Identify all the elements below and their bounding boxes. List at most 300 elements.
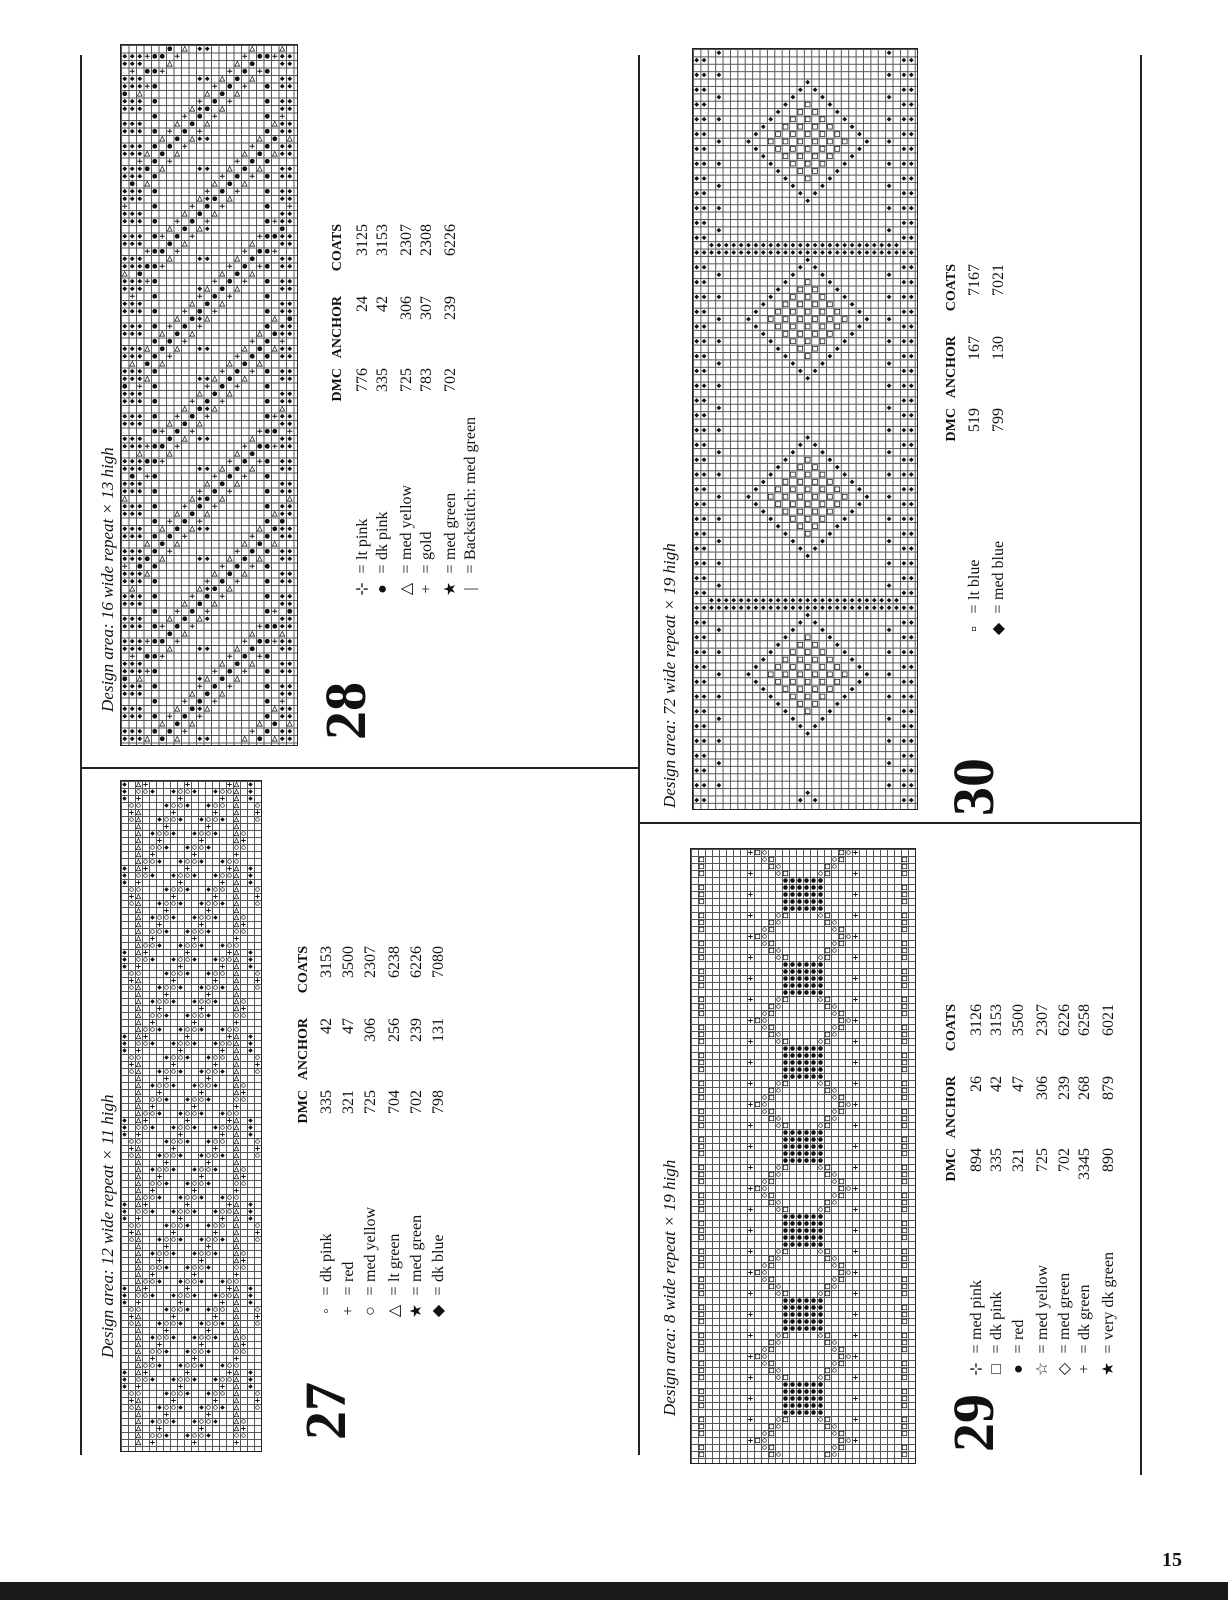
stitch-symbol <box>152 474 157 479</box>
stitch-symbol <box>798 724 803 729</box>
stitch-symbol <box>137 549 142 554</box>
stitch-symbol <box>167 421 172 426</box>
stitch-symbol <box>699 1200 703 1204</box>
stitch-symbol <box>776 346 781 351</box>
stitch-symbol <box>200 846 204 850</box>
stitch-symbol <box>813 702 818 707</box>
symbol: ● <box>1010 1364 1027 1374</box>
stitch-symbol <box>887 694 892 699</box>
stitch-symbol <box>717 739 722 744</box>
stitch-symbol <box>754 243 759 248</box>
stitch-symbol <box>287 511 292 516</box>
stitch-symbol <box>811 878 815 882</box>
stitch-symbol <box>813 87 818 92</box>
legend-row: ◆ = dk blue 798 131 7080 <box>428 946 450 1322</box>
stitch-symbol <box>212 196 217 201</box>
stitch-symbol <box>206 845 210 849</box>
stitch-symbol <box>902 354 907 359</box>
stitch-symbol <box>213 1125 217 1129</box>
stitch-symbol <box>137 556 142 561</box>
anchor-value: 130 <box>990 336 1007 360</box>
stitch-symbol <box>709 243 714 248</box>
stitch-symbol <box>820 598 825 603</box>
stitch-symbol <box>158 832 162 836</box>
stitch-symbol <box>137 256 142 261</box>
stitch-symbol <box>178 943 182 947</box>
stitch-symbol <box>122 279 127 284</box>
dmc-value: 890 <box>1100 1148 1117 1172</box>
stitch-symbol <box>190 106 195 111</box>
stitch-symbol <box>702 250 707 255</box>
stitch-symbol <box>242 361 247 366</box>
stitch-symbol <box>213 1167 217 1171</box>
stitch-symbol <box>122 1377 126 1381</box>
stitch-symbol <box>137 504 142 509</box>
stitch-symbol <box>152 714 157 719</box>
stitch-symbol <box>165 1322 169 1326</box>
stitch-symbol <box>250 549 255 554</box>
stitch-symbol <box>172 804 176 808</box>
stitch-symbol <box>280 444 285 449</box>
stitch-symbol <box>152 519 157 524</box>
dmc-header: DMC <box>944 408 959 442</box>
stitch-symbol <box>192 999 196 1003</box>
stitch-symbol <box>150 1083 154 1087</box>
stitch-symbol <box>879 605 884 610</box>
stitch-symbol <box>811 976 815 980</box>
stitch-symbol <box>158 1336 162 1340</box>
stitch-symbol <box>157 1195 161 1199</box>
stitch-symbol <box>207 1154 211 1158</box>
stitch-symbol <box>256 888 260 892</box>
stitch-symbol <box>137 564 142 569</box>
stitch-symbol <box>234 1069 238 1073</box>
stitch-symbol <box>791 361 796 366</box>
stitch-symbol <box>287 219 292 224</box>
stitch-symbol <box>694 457 699 462</box>
stitch-symbol <box>151 1266 155 1270</box>
stitch-symbol <box>129 1398 133 1402</box>
stitch-symbol <box>717 428 722 433</box>
stitch-symbol <box>228 1112 232 1116</box>
color-name: very dk green <box>1100 1252 1117 1340</box>
stitch-symbol <box>798 265 803 270</box>
stitch-symbol <box>185 1433 189 1437</box>
stitch-symbol <box>909 635 914 640</box>
stitch-symbol <box>213 1209 217 1213</box>
stitch-symbol <box>769 1445 773 1449</box>
stitch-symbol <box>287 444 292 449</box>
stitch-symbol <box>702 665 707 670</box>
stitch-symbol <box>702 191 707 196</box>
stitch-symbol <box>242 1000 246 1004</box>
stitch-symbol <box>214 1238 218 1242</box>
stitch-symbol <box>151 1196 155 1200</box>
stitch-symbol <box>182 241 187 246</box>
stitch-symbol <box>171 831 175 835</box>
stitch-symbol <box>197 676 202 681</box>
stitch-symbol <box>902 1193 906 1197</box>
stitch-symbol <box>167 226 172 231</box>
stitch-symbol <box>130 586 135 591</box>
stitch-symbol <box>847 935 851 939</box>
stitch-symbol <box>214 804 218 808</box>
stitch-symbol <box>234 1125 238 1129</box>
stitch-symbol <box>804 892 808 896</box>
dmc-value: 894 <box>968 1148 985 1172</box>
stitch-symbol <box>234 1230 238 1234</box>
stitch-symbol <box>287 354 292 359</box>
stitch-symbol <box>137 684 142 689</box>
stitch-symbol <box>694 679 699 684</box>
stitch-symbol <box>818 1235 822 1239</box>
pattern-27-legend-header <box>296 946 318 1322</box>
stitch-symbol <box>122 121 127 126</box>
stitch-symbol <box>234 810 238 814</box>
stitch-symbol <box>842 694 847 699</box>
stitch-symbol <box>227 181 232 186</box>
stitch-symbol <box>164 1097 168 1101</box>
stitch-symbol <box>699 1053 703 1057</box>
stitch-symbol <box>783 1074 787 1078</box>
stitch-symbol <box>902 1417 906 1421</box>
stitch-symbol <box>798 139 803 144</box>
stitch-symbol <box>797 1053 801 1057</box>
stitch-symbol <box>825 1375 829 1379</box>
stitch-symbol <box>790 1389 794 1393</box>
stitch-symbol <box>220 1027 224 1031</box>
stitch-symbol <box>857 309 862 314</box>
stitch-symbol <box>761 509 766 514</box>
stitch-symbol <box>850 480 855 485</box>
stitch-symbol <box>902 1004 906 1008</box>
stitch-symbol <box>137 804 141 808</box>
stitch-symbol <box>783 1235 787 1239</box>
color-name: dk pink <box>374 511 391 560</box>
stitch-symbol <box>193 1028 197 1032</box>
stitch-symbol <box>167 616 172 621</box>
stitch-symbol <box>250 354 255 359</box>
stitch-symbol <box>248 1132 252 1136</box>
stitch-symbol <box>280 459 285 464</box>
stitch-symbol <box>186 1126 190 1130</box>
stitch-symbol <box>902 1172 906 1176</box>
stitch-symbol <box>287 256 292 261</box>
stitch-symbol <box>287 579 292 584</box>
stitch-symbol <box>805 250 810 255</box>
stitch-symbol <box>818 892 822 896</box>
stitch-symbol <box>902 147 907 152</box>
stitch-symbol <box>130 489 135 494</box>
stitch-symbol <box>171 1083 175 1087</box>
stitch-symbol <box>205 579 210 584</box>
stitch-symbol <box>242 639 247 644</box>
stitch-symbol <box>791 132 796 137</box>
stitch-symbol <box>783 1039 787 1043</box>
stitch-symbol <box>833 865 837 869</box>
stitch-symbol <box>130 1308 134 1312</box>
stitch-symbol <box>702 73 707 78</box>
stitch-symbol <box>151 1014 155 1018</box>
stitch-symbol <box>835 169 840 174</box>
stitch-symbol <box>763 1012 767 1016</box>
stitch-symbol <box>857 679 862 684</box>
stitch-symbol <box>818 899 822 903</box>
stitch-symbol <box>850 657 855 662</box>
stitch-symbol <box>122 873 126 877</box>
stitch-symbol <box>186 958 190 962</box>
stitch-symbol <box>811 899 815 903</box>
stitch-symbol <box>206 1391 210 1395</box>
stitch-symbol <box>287 421 292 426</box>
stitch-symbol <box>234 1223 238 1227</box>
stitch-symbol <box>265 369 270 374</box>
stitch-symbol <box>265 669 270 674</box>
stitch-symbol <box>136 1090 140 1094</box>
stitch-symbol <box>694 58 699 63</box>
stitch-symbol <box>167 324 172 329</box>
stitch-symbol <box>902 753 907 758</box>
stitch-symbol <box>902 1060 906 1064</box>
stitch-symbol <box>699 1445 703 1449</box>
stitch-symbol <box>853 1165 857 1169</box>
stitch-symbol <box>144 1294 148 1298</box>
stitch-symbol <box>160 444 165 449</box>
stitch-symbol <box>234 789 238 793</box>
stitch-symbol <box>197 519 202 524</box>
stitch-symbol <box>702 783 707 788</box>
stitch-symbol <box>227 279 232 284</box>
stitch-symbol <box>818 1242 822 1246</box>
stitch-symbol <box>768 494 773 499</box>
stitch-symbol <box>152 399 157 404</box>
stitch-symbol <box>804 878 808 882</box>
stitch-symbol <box>130 646 135 651</box>
stitch-symbol <box>842 517 847 522</box>
stitch-symbol <box>894 605 899 610</box>
stitch-symbol <box>833 1117 837 1121</box>
stitch-symbol <box>122 526 127 531</box>
stitch-symbol <box>842 243 847 248</box>
stitch-symbol <box>902 1368 906 1372</box>
stitch-symbol <box>197 256 202 261</box>
stitch-symbol <box>797 1396 801 1400</box>
stitch-symbol <box>820 694 825 699</box>
stitch-symbol <box>250 271 255 276</box>
stitch-symbol <box>242 1014 246 1018</box>
stitch-symbol <box>694 620 699 625</box>
stitch-symbol <box>242 264 247 269</box>
stitch-symbol <box>241 1258 245 1262</box>
stitch-symbol <box>820 132 825 137</box>
stitch-symbol <box>287 684 292 689</box>
stitch-symbol <box>813 250 818 255</box>
symbol: ★ <box>1100 1361 1117 1377</box>
stitch-symbol <box>835 147 840 152</box>
stitch-symbol <box>175 624 180 629</box>
stitch-symbol <box>699 1039 703 1043</box>
stitch-symbol <box>280 421 285 426</box>
stitch-symbol <box>902 927 906 931</box>
stitch-symbol <box>197 316 202 321</box>
stitch-symbol <box>130 736 135 741</box>
stitch-symbol <box>790 1214 794 1218</box>
stitch-symbol <box>136 1440 140 1444</box>
stitch-symbol <box>221 1042 225 1046</box>
stitch-symbol <box>699 1424 703 1428</box>
stitch-symbol <box>265 414 270 419</box>
stitch-symbol <box>797 1130 801 1134</box>
stitch-symbol <box>763 1180 767 1184</box>
stitch-symbol <box>192 1440 196 1444</box>
stitch-symbol <box>165 1084 169 1088</box>
stitch-symbol <box>902 864 906 868</box>
stitch-symbol <box>847 1271 851 1275</box>
stitch-symbol <box>122 1384 126 1388</box>
coats-value: 6238 <box>386 946 403 978</box>
stitch-symbol <box>902 1116 906 1120</box>
stitch-symbol <box>839 1102 843 1106</box>
stitch-symbol <box>287 151 292 156</box>
stitch-symbol <box>702 428 707 433</box>
stitch-symbol <box>137 399 142 404</box>
stitch-symbol <box>160 331 165 336</box>
stitch-symbol <box>811 1221 815 1225</box>
stitch-symbol <box>205 46 210 51</box>
stitch-symbol <box>825 1249 829 1253</box>
stitch-symbol <box>813 657 818 662</box>
stitch-symbol <box>206 992 210 996</box>
stitch-symbol <box>699 1312 703 1316</box>
stitch-symbol <box>777 1040 781 1044</box>
stitch-symbol <box>702 546 707 551</box>
anchor-value: 239 <box>442 296 459 320</box>
stitch-symbol <box>902 739 907 744</box>
stitch-symbol <box>151 1098 155 1102</box>
stitch-symbol <box>136 1258 140 1262</box>
stitch-symbol <box>811 1235 815 1239</box>
stitch-symbol <box>122 549 127 554</box>
stitch-symbol <box>220 594 225 599</box>
stitch-symbol <box>833 1089 837 1093</box>
stitch-symbol <box>182 226 187 231</box>
stitch-symbol <box>777 1250 781 1254</box>
stitch-symbol <box>228 944 232 948</box>
stitch-symbol <box>199 1405 203 1409</box>
stitch-symbol <box>241 1174 245 1178</box>
stitch-symbol <box>776 487 781 492</box>
stitch-symbol <box>136 1097 140 1101</box>
stitch-symbol <box>157 943 161 947</box>
stitch-symbol <box>220 1405 224 1409</box>
stitch-symbol <box>178 1300 182 1304</box>
stitch-symbol <box>791 117 796 122</box>
stitch-symbol <box>248 866 252 870</box>
stitch-symbol <box>130 986 134 990</box>
stitch-symbol <box>280 121 285 126</box>
stitch-symbol <box>783 605 788 610</box>
stitch-symbol <box>842 650 847 655</box>
stitch-symbol <box>152 459 157 464</box>
stitch-symbol <box>175 639 180 644</box>
stitch-symbol <box>699 1025 703 1029</box>
stitch-symbol <box>825 913 829 917</box>
stitch-symbol <box>152 54 157 59</box>
stitch-symbol <box>755 1102 759 1106</box>
symbol: ◦ <box>318 1308 335 1314</box>
stitch-symbol <box>820 161 825 166</box>
stitch-symbol <box>144 1042 148 1046</box>
stitch-symbol <box>255 1146 259 1150</box>
stitch-symbol <box>769 1424 773 1428</box>
stitch-symbol <box>234 1377 238 1381</box>
stitch-symbol <box>811 1144 815 1148</box>
stitch-symbol <box>234 1307 238 1311</box>
stitch-symbol <box>818 969 822 973</box>
stitch-symbol <box>909 428 914 433</box>
stitch-symbol <box>828 657 833 662</box>
stitch-symbol <box>818 1137 822 1141</box>
stitch-symbol <box>833 1264 837 1268</box>
stitch-symbol <box>151 860 155 864</box>
stitch-symbol <box>206 929 210 933</box>
stitch-symbol <box>122 369 127 374</box>
stitch-symbol <box>819 1124 823 1128</box>
stitch-symbol <box>902 561 907 566</box>
stitch-symbol <box>731 605 736 610</box>
stitch-symbol <box>717 539 722 544</box>
stitch-symbol <box>790 1319 794 1323</box>
stitch-symbol <box>902 546 907 551</box>
stitch-symbol <box>212 601 217 606</box>
stitch-symbol <box>235 944 239 948</box>
stitch-symbol <box>902 1039 906 1043</box>
stitch-symbol <box>214 902 218 906</box>
stitch-symbol <box>783 1221 787 1225</box>
stitch-symbol <box>190 331 195 336</box>
stitch-symbol <box>250 241 255 246</box>
stitch-symbol <box>122 414 127 419</box>
stitch-symbol <box>150 1293 154 1297</box>
stitch-symbol <box>205 676 210 681</box>
stitch-symbol <box>136 1384 140 1388</box>
stitch-symbol <box>152 129 157 134</box>
stitch-symbol <box>902 941 906 945</box>
stitch-symbol <box>145 541 150 546</box>
stitch-symbol <box>909 221 914 226</box>
stitch-symbol <box>214 888 218 892</box>
stitch-symbol <box>207 1336 211 1340</box>
stitch-symbol <box>234 782 238 786</box>
stitch-symbol <box>122 957 126 961</box>
stitch-symbol <box>819 956 823 960</box>
stitch-symbol <box>213 1251 217 1255</box>
stitch-symbol <box>185 1055 189 1059</box>
stitch-symbol <box>199 1426 203 1430</box>
stitch-symbol <box>280 399 285 404</box>
stitch-symbol <box>902 983 906 987</box>
stitch-symbol <box>190 219 195 224</box>
stitch-symbol <box>158 1014 162 1018</box>
stitch-symbol <box>902 132 907 137</box>
stitch-symbol <box>160 166 165 171</box>
stitch-symbol <box>909 576 914 581</box>
stitch-symbol <box>887 583 892 588</box>
stitch-symbol <box>902 1284 906 1288</box>
stitch-symbol <box>137 579 142 584</box>
stitch-symbol <box>122 534 127 539</box>
stitch-symbol <box>790 885 794 889</box>
